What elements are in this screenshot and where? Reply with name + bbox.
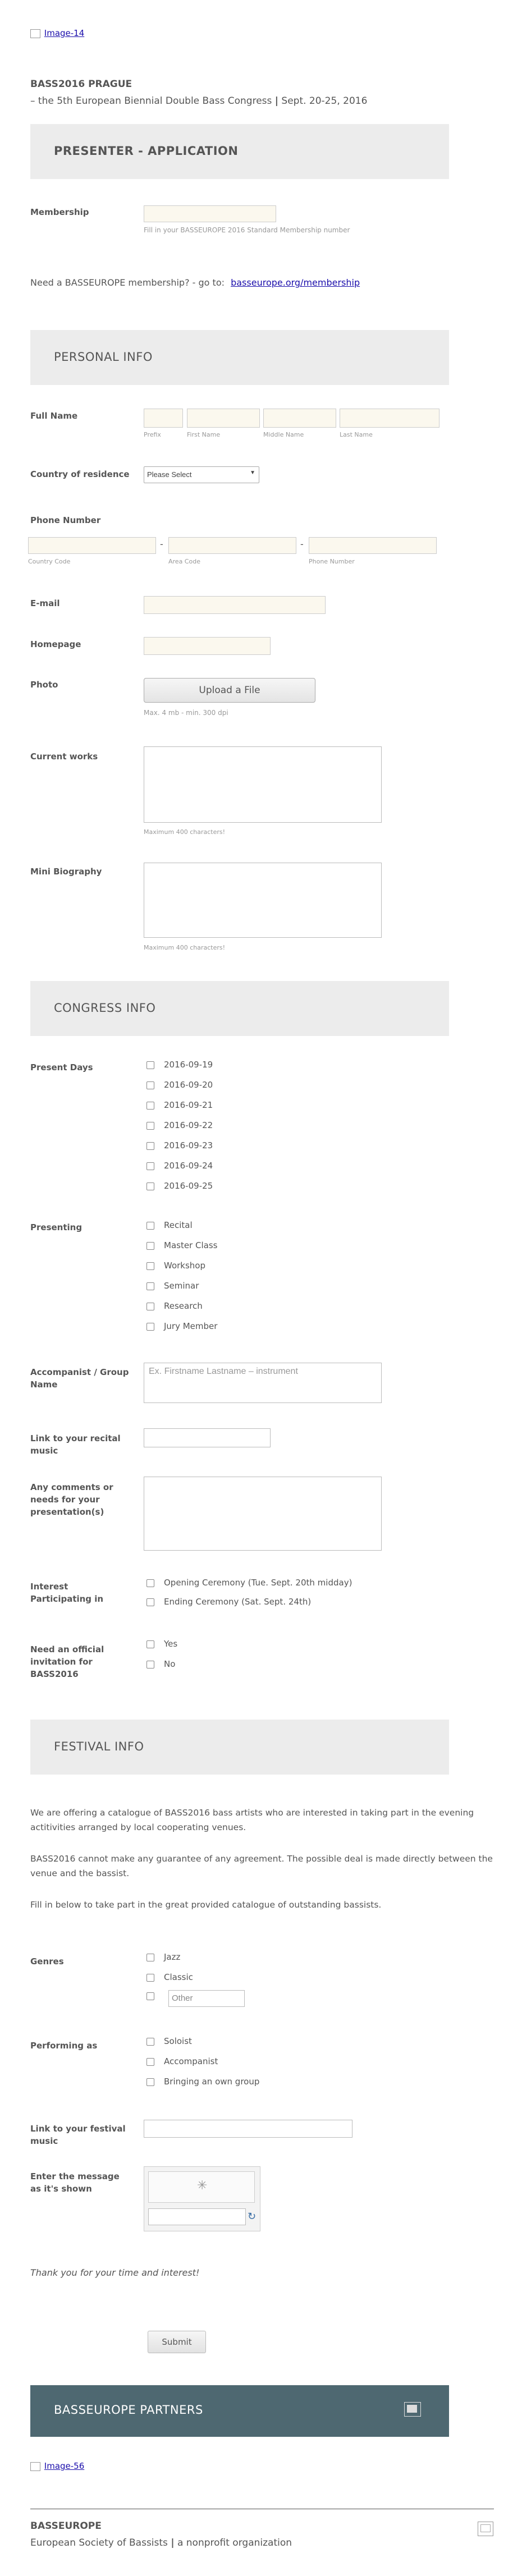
image-placeholder-icon (407, 2405, 417, 2413)
phone-dash-1: - (160, 539, 163, 549)
country-selected: Please Select (147, 470, 192, 479)
phone-dash-2: - (300, 539, 304, 549)
present-day-option-label[interactable]: 2016-09-20 (164, 1080, 213, 1090)
genre-option-label[interactable]: Classic (164, 1972, 193, 1982)
membership-need-text: Need a BASSEUROPE membership? - go to: (30, 277, 225, 288)
genre-option-label[interactable]: Jazz (164, 1952, 181, 1962)
performing-option-label[interactable]: Soloist (164, 2036, 192, 2046)
header-image-link[interactable] (30, 28, 84, 38)
invitation-checkbox[interactable] (146, 1640, 154, 1648)
interest-option-label[interactable]: Ending Ceremony (Sat. Sept. 24th) (164, 1597, 312, 1607)
presenting-option-label[interactable]: Jury Member (164, 1321, 218, 1331)
performing-checkbox[interactable] (146, 2078, 154, 2086)
footer-org: BASSEUROPE (30, 2520, 102, 2532)
present-days-label: Present Days (30, 1062, 93, 1072)
event-title: BASS2016 PRAGUE (30, 79, 132, 90)
interest-label: Interest Participating in (30, 1582, 104, 1604)
captcha-label: Enter the message as it's shown (30, 2171, 120, 2194)
genres-label: Genres (30, 1956, 64, 1967)
performing-option-label[interactable]: Bringing an own group (164, 2077, 260, 2087)
comments-label: Any comments or needs for your presentation(s) (30, 1482, 113, 1517)
present-day-option-label[interactable]: 2016-09-24 (164, 1161, 213, 1171)
mini-bio-textarea[interactable] (144, 863, 382, 938)
captcha-input[interactable] (148, 2208, 246, 2225)
performing-label: Performing as (30, 2041, 98, 2051)
upload-file-button[interactable]: Upload a File (144, 678, 315, 703)
country-label: Country of residence (30, 469, 130, 479)
homepage-input[interactable] (144, 637, 271, 655)
presenting-checkbox[interactable] (146, 1282, 154, 1290)
image-placeholder-icon (480, 2524, 491, 2532)
last-name-sublabel: Last Name (340, 431, 373, 438)
present-day-checkbox[interactable] (146, 1061, 154, 1069)
homepage-label: Homepage (30, 639, 81, 649)
festival-link-label: Link to your festival music (30, 2124, 126, 2146)
interest-option-label[interactable]: Opening Ceremony (Tue. Sept. 20th midday) (164, 1578, 352, 1588)
submit-button[interactable]: Submit (148, 2331, 206, 2353)
invitation-checkbox[interactable] (146, 1661, 154, 1669)
middle-name-input[interactable] (263, 409, 336, 428)
thanks-text: Thank you for your time and interest! (30, 2267, 200, 2278)
recital-link-input[interactable] (144, 1428, 271, 1447)
membership-hint: Fill in your BASSEUROPE 2016 Standard Membership number (144, 226, 350, 234)
event-dates: Sept. 20-25, 2016 (281, 95, 368, 107)
footer-image-link[interactable] (30, 2461, 84, 2471)
accompanist-label: Accompanist / Group Name (30, 1367, 129, 1390)
country-code-sublabel: Country Code (28, 558, 71, 565)
loading-spinner-icon: ✳ (197, 2179, 208, 2193)
middle-name-sublabel: Middle Name (263, 431, 304, 438)
first-name-sublabel: First Name (187, 431, 221, 438)
interest-checkbox[interactable] (146, 1579, 154, 1587)
festival-link-input[interactable] (144, 2120, 352, 2138)
event-subtitle-line (30, 95, 367, 107)
section-personal (30, 330, 449, 385)
prefix-sublabel: Prefix (144, 431, 161, 438)
genre-other-input[interactable] (168, 1990, 245, 2007)
presenting-option-label[interactable]: Recital (164, 1220, 193, 1230)
section-title: CONGRESS INFO (54, 1001, 156, 1015)
genre-checkbox[interactable] (146, 1954, 154, 1961)
email-input[interactable] (144, 596, 326, 614)
phone-number-input[interactable] (309, 537, 437, 554)
footer-tag: a nonprofit organization (177, 2537, 292, 2549)
presenting-option-label[interactable]: Master Class (164, 1240, 218, 1250)
current-works-textarea[interactable] (144, 746, 382, 823)
event-subtitle: – the 5th European Biennial Double Bass Congress (30, 95, 272, 107)
header-image-alt[interactable]: Image-14 (44, 28, 85, 38)
section-festival (30, 1720, 449, 1775)
section-presenter (30, 124, 449, 179)
interest-checkbox[interactable] (146, 1598, 154, 1606)
phone-label: Phone Number (30, 515, 101, 525)
membership-input[interactable] (144, 205, 276, 222)
area-code-sublabel: Area Code (168, 558, 200, 565)
section-congress (30, 981, 449, 1036)
partners-title: BASSEUROPE PARTNERS (54, 2403, 203, 2417)
present-day-checkbox[interactable] (146, 1142, 154, 1150)
area-code-input[interactable] (168, 537, 296, 554)
membership-label: Membership (30, 207, 89, 217)
section-title: PRESENTER - APPLICATION (54, 144, 239, 158)
partner-image-icon (404, 2402, 421, 2417)
presenting-option-label[interactable]: Research (164, 1301, 203, 1311)
presenting-option-label[interactable]: Workshop (164, 1261, 206, 1271)
festival-paragraph-1: We are offering a catalogue of BASS2016 bass artists who are interested in taking part in the evening actitivities arranged by local cooperating venues. (30, 1808, 474, 1832)
captcha-box (144, 2166, 260, 2231)
presenting-label: Presenting (30, 1222, 83, 1232)
refresh-icon[interactable]: ↻ (248, 2211, 257, 2222)
accompanist-placeholder: Ex. Firstname Lastname – instrument (149, 1367, 298, 1376)
presenting-checkbox[interactable] (146, 1303, 154, 1310)
festival-paragraph-2: BASS2016 cannot make any guarantee of any agreement. The possible deal is made directly between the venue and the bassist. (30, 1854, 493, 1878)
prefix-input[interactable] (144, 409, 183, 428)
country-select[interactable] (144, 466, 259, 483)
presenting-checkbox[interactable] (146, 1323, 154, 1331)
present-day-option-label[interactable]: 2016-09-25 (164, 1181, 213, 1191)
genre-other-placeholder: Other (172, 1993, 193, 2003)
present-day-checkbox[interactable] (146, 1122, 154, 1130)
accompanist-textarea[interactable] (144, 1363, 382, 1403)
captcha-image (148, 2171, 255, 2203)
present-day-option-label[interactable]: 2016-09-19 (164, 1060, 213, 1070)
festival-paragraph-3: Fill in below to take part in the great provided catalogue of outstanding bassists. (30, 1900, 382, 1910)
separator: | (274, 95, 278, 107)
recital-link-label: Link to your recital music (30, 1433, 121, 1456)
invitation-label: Need an official invitation for BASS2016 (30, 1644, 104, 1679)
present-day-checkbox[interactable] (146, 1102, 154, 1110)
present-day-option-label[interactable]: 2016-09-23 (164, 1140, 213, 1151)
footer-desc: European Society of Bassists (30, 2537, 168, 2549)
present-day-option-label[interactable]: 2016-09-22 (164, 1120, 213, 1130)
genre-checkbox[interactable] (146, 1974, 154, 1982)
email-label: E-mail (30, 598, 60, 608)
mini-bio-hint: Maximum 400 characters! (144, 944, 226, 951)
present-day-checkbox[interactable] (146, 1162, 154, 1170)
country-code-input[interactable] (28, 537, 156, 554)
photo-hint: Max. 4 mb - min. 300 dpi (144, 709, 228, 717)
presenting-checkbox[interactable] (146, 1222, 154, 1230)
section-title: PERSONAL INFO (54, 350, 153, 364)
mini-bio-label: Mini Biography (30, 867, 102, 877)
present-day-option-label[interactable]: 2016-09-21 (164, 1100, 213, 1110)
phone-number-sublabel: Phone Number (309, 558, 355, 565)
performing-option-label[interactable]: Accompanist (164, 2056, 218, 2066)
presenting-checkbox[interactable] (146, 1262, 154, 1270)
footer-image-alt[interactable]: Image-56 (44, 2461, 85, 2471)
presenting-checkbox[interactable] (146, 1242, 154, 1250)
footer-image-icon (478, 2522, 493, 2536)
first-name-input[interactable] (187, 409, 260, 428)
invitation-option-label[interactable]: Yes (164, 1639, 178, 1649)
chevron-down-icon: ▼ (250, 470, 255, 476)
current-works-hint: Maximum 400 characters! (144, 828, 226, 836)
last-name-input[interactable] (340, 409, 439, 428)
membership-link[interactable]: basseurope.org/membership (231, 277, 360, 288)
genre-other-checkbox[interactable] (146, 1992, 154, 2000)
broken-image-icon (30, 29, 40, 38)
footer-line (30, 2537, 292, 2549)
performing-checkbox[interactable] (146, 2058, 154, 2066)
full-name-label: Full Name (30, 411, 78, 421)
present-day-checkbox[interactable] (146, 1182, 154, 1190)
section-title: FESTIVAL INFO (54, 1740, 144, 1753)
current-works-label: Current works (30, 751, 98, 762)
section-partners (30, 2385, 449, 2437)
membership-need-line (30, 277, 360, 288)
performing-checkbox[interactable] (146, 2038, 154, 2046)
photo-label: Photo (30, 680, 58, 690)
present-day-checkbox[interactable] (146, 1081, 154, 1089)
invitation-option-label[interactable]: No (164, 1659, 176, 1669)
footer-separator: | (171, 2537, 175, 2549)
presenting-option-label[interactable]: Seminar (164, 1281, 199, 1291)
broken-image-icon (30, 2462, 40, 2471)
comments-textarea[interactable] (144, 1477, 382, 1551)
